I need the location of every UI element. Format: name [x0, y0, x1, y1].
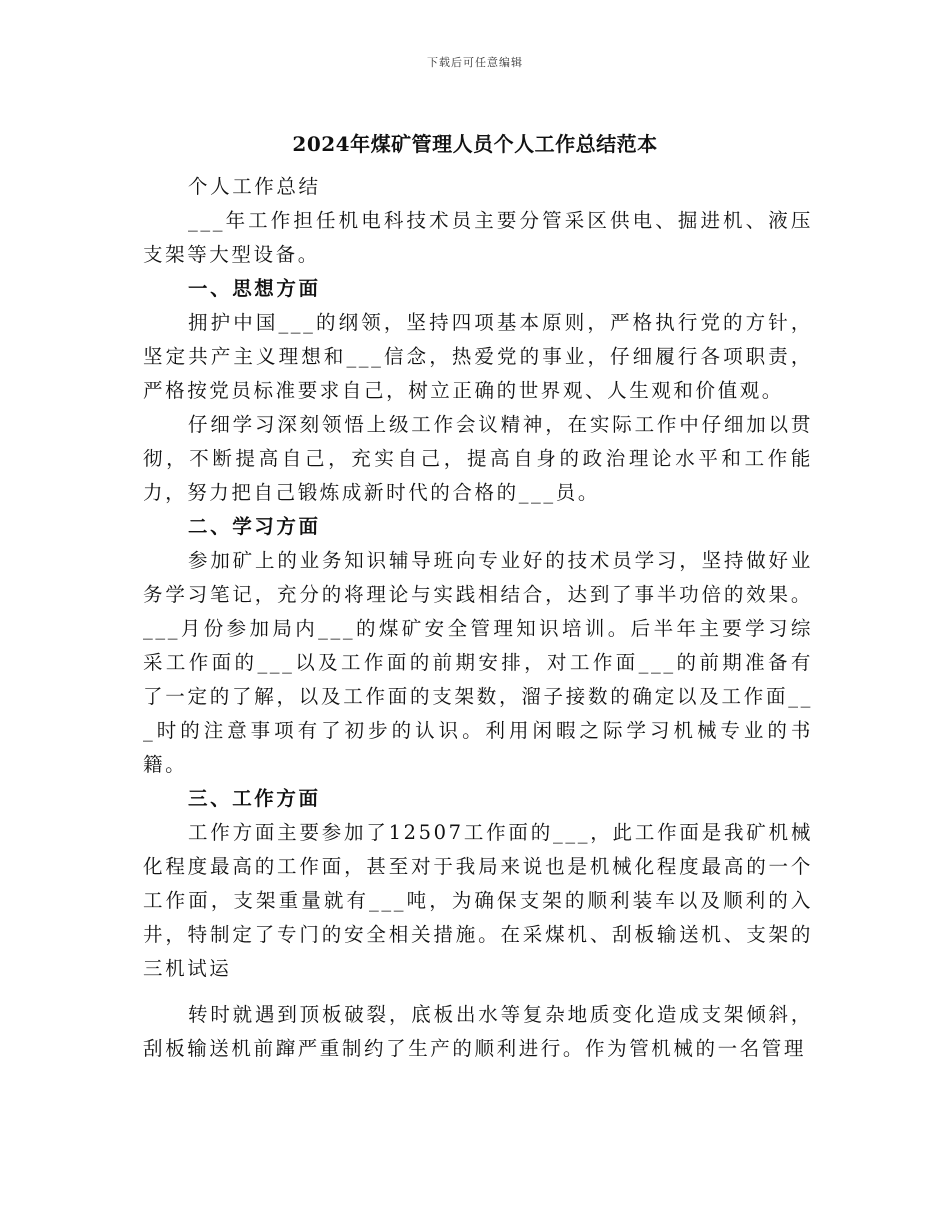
document-title: 2024年煤矿管理人员个人工作总结范本	[292, 132, 658, 156]
paragraph-intro: ___年工作担任机电科技术员主要分管采区供电、掘进机、液压支架等大型设备。	[143, 209, 813, 266]
paragraph-thought-1: 拥护中国___的纲领，坚持四项基本原则，严格执行党的方针，坚定共产主义理想和___信念，热爱党的事业，仔细履行各项职责，严格按党员标准要求自己，树立正确的世界观、人生观和价值观。	[143, 311, 813, 402]
paragraph-thought-2: 仔细学习深刻领悟上级工作会议精神，在实际工作中仔细加以贯彻，不断提高自己，充实自己，提高自身的政治理论水平和工作能力，努力把自己锻炼成新时代的合格的___员。	[143, 413, 813, 504]
paragraph-work-1: 工作方面主要参加了12507工作面的___，此工作面是我矿机械化程度最高的工作面，甚至对于我局来说也是机械化程度最高的一个工作面，支架重量就有___吨，为确保支架的顺利装车以及顺利的入井，特制定了专门的安全相关措施。在采煤机、刮板输送机、支架的三机试运	[143, 821, 813, 980]
paragraph-gap	[143, 986, 813, 998]
section-heading-work: 三、工作方面	[188, 787, 321, 810]
paragraph-work-2: 转时就遇到顶板破裂，底板出水等复杂地质变化造成支架倾斜，刮板输送机前蹿严重制约了生产的顺利进行。作为管机械的一名管理	[143, 1003, 813, 1060]
paragraph-intro-heading: 个人工作总结	[188, 175, 321, 198]
document-body	[143, 170, 813, 1066]
header-note: 下载后可任意编辑	[427, 56, 523, 69]
section-heading-study: 二、学习方面	[188, 515, 321, 538]
section-heading-thought: 一、思想方面	[188, 277, 321, 300]
paragraph-study: 参加矿上的业务知识辅导班向专业好的技术员学习，坚持做好业务学习笔记，充分的将理论与实践相结合，达到了事半功倍的效果。___月份参加局内___的煤矿安全管理知识培训。后半年主要学习综采工作面的___以及工作面的前期安排，对工作面___的前期准备有了一定的了解，以及工作面的支架数，溜子接数的确定以及工作面___时的注意事项有了初步的认识。利用闲暇之际学习机械专业的书籍。	[143, 549, 813, 776]
